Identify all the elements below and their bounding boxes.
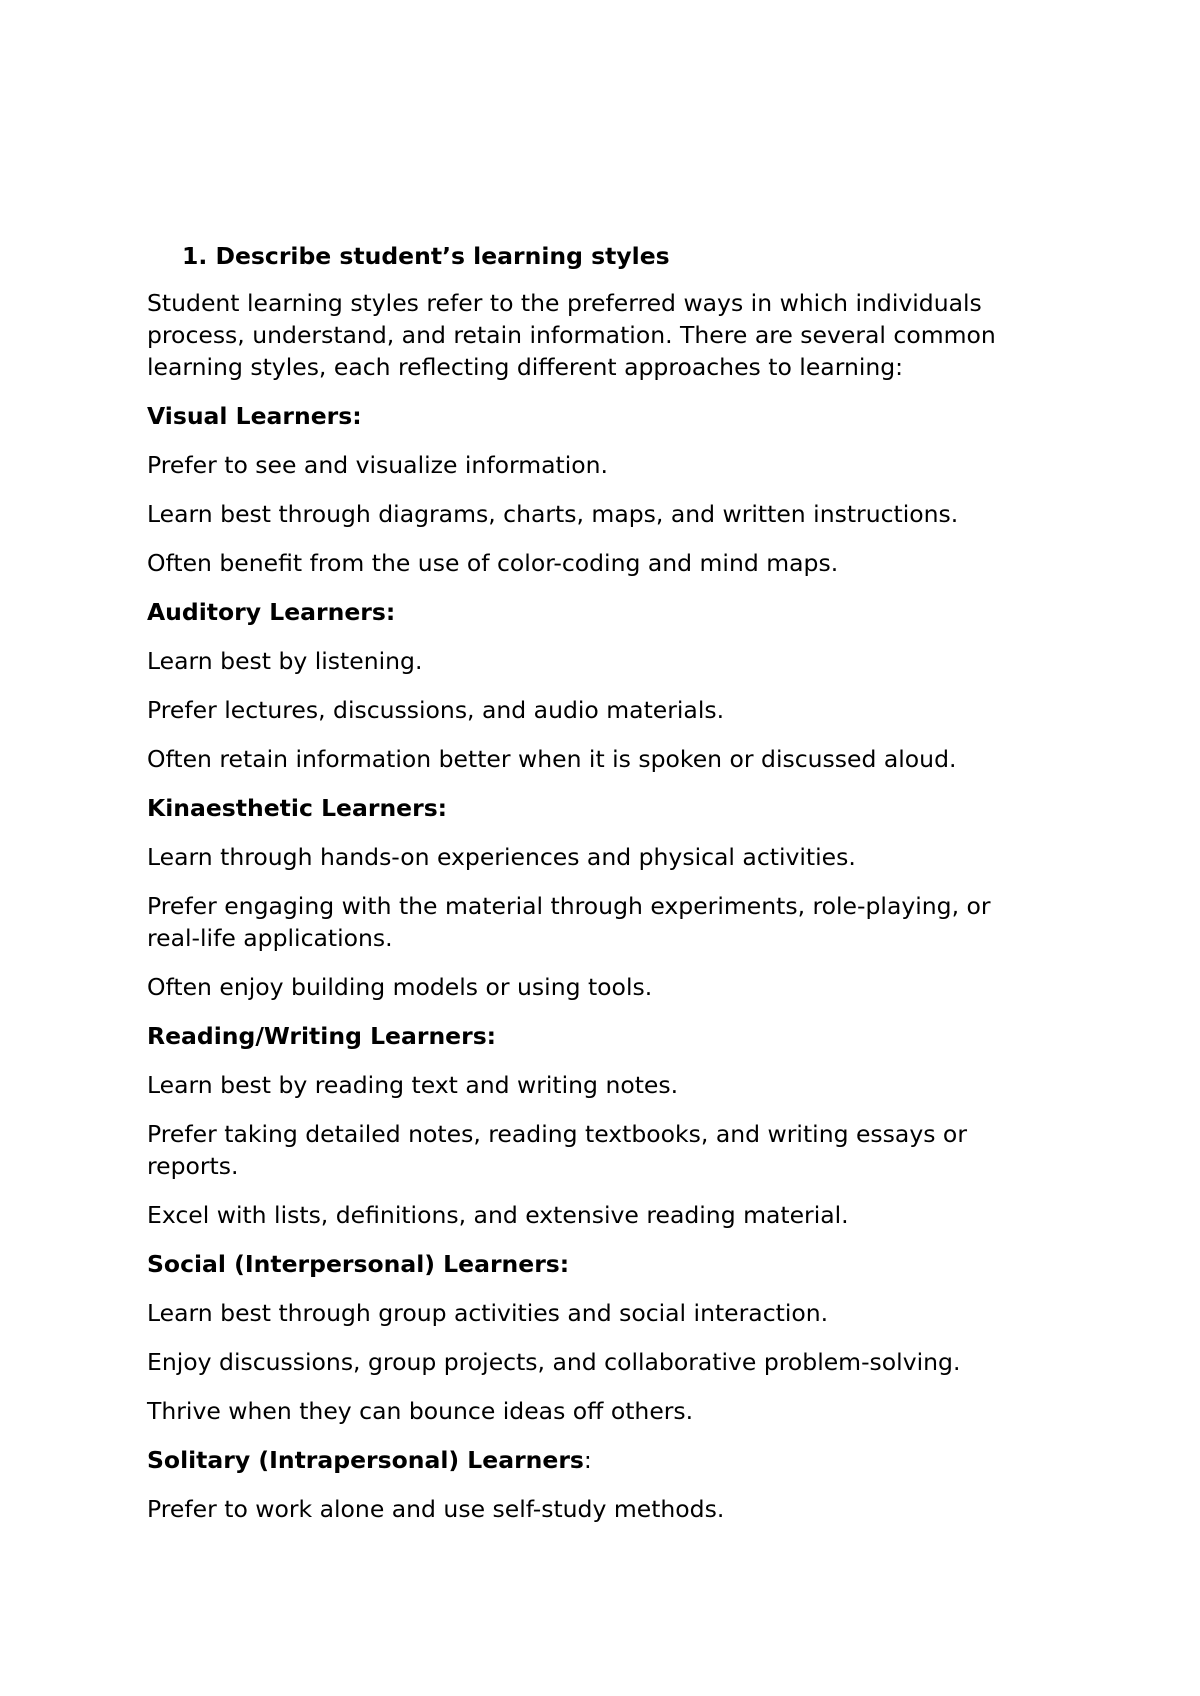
auditory-line-2: Prefer lectures, discussions, and audio materials. — [147, 696, 725, 724]
auditory-line-3: Often retain information better when it is spoken or discussed aloud. — [147, 745, 957, 773]
reading-line-1: Learn best by reading text and writing notes. — [147, 1071, 679, 1099]
visual-line-2: Learn best through diagrams, charts, maps, and written instructions. — [147, 500, 959, 528]
document-body — [147, 240, 1047, 1542]
kinaesthetic-line-2: Prefer engaging with the material through experiments, role-playing, or real-life applications. — [147, 892, 991, 952]
kinaesthetic-line-1: Learn through hands-on experiences and physical activities. — [147, 843, 856, 871]
solitary-title-colon: : — [583, 1446, 592, 1474]
section-heading: 1. Describe student’s learning styles — [182, 242, 670, 270]
solitary-title-text: Solitary (Intrapersonal) Learners — [147, 1446, 584, 1474]
subheading-reading-writing-learners: Reading/Writing Learners: — [147, 1022, 497, 1050]
visual-line-3: Often benefit from the use of color-coding and mind maps. — [147, 549, 839, 577]
kinaesthetic-line-3: Often enjoy building models or using tools. — [147, 973, 653, 1001]
reading-line-3: Excel with lists, definitions, and extensive reading material. — [147, 1201, 849, 1229]
subheading-kinaesthetic-learners: Kinaesthetic Learners: — [147, 794, 448, 822]
auditory-line-1: Learn best by listening. — [147, 647, 423, 675]
subheading-visual-learners: Visual Learners: — [147, 402, 362, 430]
subheading-solitary-learners — [147, 1444, 1047, 1476]
solitary-line-1: Prefer to work alone and use self-study methods. — [147, 1495, 725, 1523]
subheading-auditory-learners: Auditory Learners: — [147, 598, 396, 626]
reading-line-2: Prefer taking detailed notes, reading textbooks, and writing essays or reports. — [147, 1120, 967, 1180]
social-line-1: Learn best through group activities and social interaction. — [147, 1299, 829, 1327]
intro-paragraph: Student learning styles refer to the preferred ways in which individuals process, understand, and retain information. There are several common learning styles, each reflecting different approaches to learning: — [147, 289, 996, 381]
visual-line-1: Prefer to see and visualize information. — [147, 451, 608, 479]
social-line-3: Thrive when they can bounce ideas off others. — [147, 1397, 694, 1425]
social-line-2: Enjoy discussions, group projects, and collaborative problem-solving. — [147, 1348, 961, 1376]
subheading-social-learners: Social (Interpersonal) Learners: — [147, 1250, 570, 1278]
